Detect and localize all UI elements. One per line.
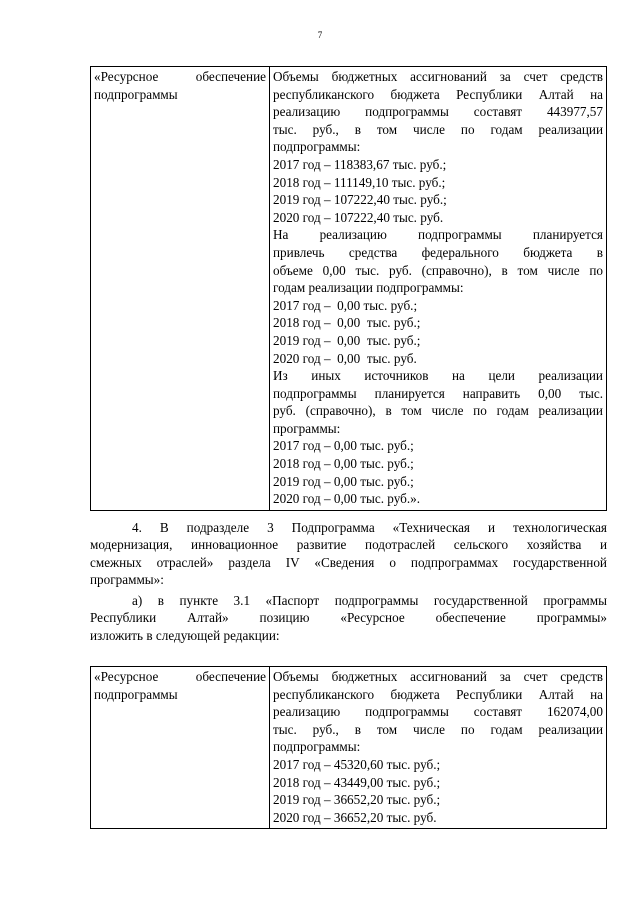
text-line: реализацию подпрограммы составят 443977,57: [273, 104, 603, 120]
text-line: Объемы бюджетных ассигнований за счет средств: [273, 69, 603, 84]
text-line: Из иных источников на цели реализации: [273, 368, 603, 384]
text-line: объеме 0,00 тыс. руб. (справочно), в том числе по: [273, 262, 603, 278]
text-line: изложить в следующей редакции:: [90, 627, 280, 643]
text-line: 2019 год – 107222,40 тыс. руб.;: [273, 192, 447, 208]
text-line: 2019 год – 0,00 тыс. руб.;: [273, 473, 414, 489]
paragraph-item-4: [90, 519, 607, 589]
position-label-line: «Ресурсное обеспечение: [94, 669, 266, 684]
resource-table-2: [90, 666, 607, 829]
position-label-cell: [91, 667, 270, 829]
text-line: руб. (справочно), в том числе по годам реализации: [273, 403, 603, 419]
position-label-line: подпрограммы: [94, 686, 178, 702]
resource-table-1: [90, 66, 607, 511]
text-line: 2020 год – 0,00 тыс. руб.: [273, 350, 417, 366]
text-line: реализацию подпрограммы составят 162074,00: [273, 704, 603, 720]
text-line: республиканского бюджета Республики Алтай на: [273, 686, 603, 702]
text-line: 2017 год – 118383,67 тыс. руб.;: [273, 156, 447, 172]
text-line: 2018 год – 43449,00 тыс. руб.;: [273, 774, 441, 790]
text-line: 4. В подразделе 3 Подпрограмма «Техническая и технологическая: [132, 520, 607, 535]
text-line: республиканского бюджета Республики Алтай на: [273, 86, 603, 102]
text-line: подпрограммы:: [273, 739, 361, 755]
text-line: 2018 год – 0,00 тыс. руб.;: [273, 315, 421, 331]
text-line: программы»:: [90, 572, 164, 588]
text-line: 2018 год – 111149,10 тыс. руб.;: [273, 174, 446, 190]
text-line: привлечь средства федерального бюджета в: [273, 244, 603, 260]
text-line: 2020 год – 0,00 тыс. руб.».: [273, 491, 421, 507]
paragraph-item-a: [90, 592, 607, 644]
position-label-line: подпрограммы: [94, 86, 178, 102]
text-line: 2017 год – 0,00 тыс. руб.;: [273, 297, 418, 313]
text-line: На реализацию подпрограммы планируется: [273, 227, 603, 243]
text-line: 2019 год – 0,00 тыс. руб.;: [273, 332, 421, 348]
text-line: подпрограммы планируется направить 0,00 тыс.: [273, 385, 603, 401]
table-row: [91, 667, 607, 829]
text-line: модернизация, инновационное развитие подотраслей сельского хозяйства и: [90, 537, 607, 553]
text-line: 2017 год – 0,00 тыс. руб.;: [273, 438, 414, 454]
text-line: тыс. руб., в том числе по годам реализации: [273, 721, 603, 737]
text-line: Объемы бюджетных ассигнований за счет средств: [273, 669, 603, 684]
text-line: 2020 год – 36652,20 тыс. руб.: [273, 809, 437, 825]
text-line: подпрограммы:: [273, 139, 361, 155]
page-number: 7: [317, 30, 323, 40]
text-line: а) в пункте 3.1 «Паспорт подпрограммы государственной программы: [132, 593, 607, 608]
text-line: тыс. руб., в том числе по годам реализации: [273, 121, 603, 137]
position-label-cell: [91, 67, 270, 511]
text-line: годам реализации подпрограммы:: [273, 280, 464, 296]
text-line: Республики Алтай» позицию «Ресурсное обеспечение программы»: [90, 610, 607, 626]
text-line: 2017 год – 45320,60 тыс. руб.;: [273, 756, 441, 772]
funding-text-cell: [270, 667, 607, 829]
position-label-line: «Ресурсное обеспечение: [94, 69, 266, 84]
text-line: смежных отраслей» раздела IV «Сведения о подпрограммах государственной: [90, 554, 607, 570]
text-line: программы:: [273, 420, 341, 436]
table-row: [91, 67, 607, 511]
text-line: 2018 год – 0,00 тыс. руб.;: [273, 456, 414, 472]
text-line: 2020 год – 107222,40 тыс. руб.: [273, 209, 444, 225]
funding-text-cell: [270, 67, 607, 511]
text-line: 2019 год – 36652,20 тыс. руб.;: [273, 792, 441, 808]
